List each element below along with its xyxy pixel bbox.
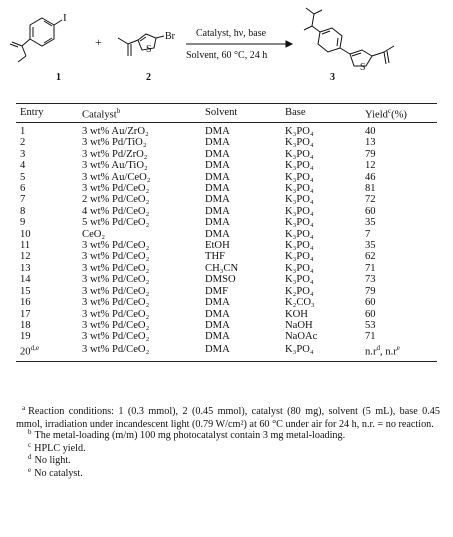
header-yield-text: Yield — [365, 109, 388, 121]
cell-yield-text: 60 — [365, 308, 376, 320]
cell-entry-text: 10 — [20, 228, 31, 240]
cell-entry-text: 14 — [20, 274, 31, 286]
table-row — [16, 123, 437, 138]
cell-catalyst — [82, 217, 205, 228]
cell-yield — [365, 206, 437, 217]
table-row — [16, 286, 437, 297]
cell-entry — [16, 309, 82, 320]
cell-catalyst — [82, 172, 205, 183]
cell-solvent — [205, 172, 285, 183]
cell-solvent — [205, 123, 285, 138]
reaction-scheme — [0, 0, 453, 100]
cell-yield-text: 46 — [365, 171, 376, 183]
cell-base — [285, 206, 365, 217]
cell-yield-text: 62 — [365, 251, 376, 263]
cell-entry — [16, 274, 82, 285]
footnote-c — [16, 440, 440, 456]
cell-catalyst — [82, 194, 205, 205]
cell-entry-text: 6 — [20, 183, 26, 195]
cell-yield-text: 7 — [365, 228, 371, 240]
cell-catalyst — [82, 240, 205, 251]
cell-yield — [365, 286, 437, 297]
cell-catalyst — [82, 206, 205, 217]
footnote-a — [16, 406, 440, 430]
cell-catalyst-text: 3 wt% Au/CeO₂ — [82, 171, 151, 183]
cell-entry-text: 15 — [20, 285, 31, 297]
cell-catalyst-text: 5 wt% Pd/CeO₂ — [82, 217, 150, 229]
cell-solvent — [205, 251, 285, 262]
cell-entry — [16, 149, 82, 160]
cell-base-text: NaOAc — [285, 331, 318, 343]
cell-base-text: K₃PO₄ — [285, 228, 314, 240]
cell-yield-text: 79 — [365, 148, 376, 160]
cell-yield — [365, 183, 437, 194]
cell-catalyst — [82, 123, 205, 138]
reagents-bottom: Solvent, 60 °C, 24 h — [186, 50, 268, 61]
cell-yield — [365, 320, 437, 331]
cell-solvent — [205, 331, 285, 342]
cell-entry-text: 19 — [20, 331, 31, 343]
footnote-d-mark: d — [28, 453, 32, 462]
cell-entry-text: 18 — [20, 319, 31, 331]
cell-yield-text: 60 — [365, 205, 376, 217]
cell-entry — [16, 251, 82, 262]
header-base — [285, 104, 365, 123]
cell-base — [285, 137, 365, 148]
cell-yield-text: 35 — [365, 240, 376, 252]
header-yield-unit: (%) — [391, 109, 407, 121]
header-solvent — [205, 104, 285, 123]
cell-base — [285, 172, 365, 183]
cell-solvent — [205, 309, 285, 320]
cell-base — [285, 251, 365, 262]
cell-yield — [365, 217, 437, 228]
cell-catalyst — [82, 274, 205, 285]
cell-solvent-text: CH₃CN — [205, 262, 239, 274]
table-row — [16, 263, 437, 274]
table-row — [16, 206, 437, 217]
cell-catalyst — [82, 229, 205, 240]
cell-yield — [365, 343, 437, 361]
table-row — [16, 320, 437, 331]
table-row — [16, 160, 437, 171]
cell-solvent-text: DMA — [205, 171, 230, 183]
cell-yield-text: n.r — [365, 346, 377, 358]
cell-base-text: K₃PO₄ — [285, 205, 314, 217]
cell-catalyst-text: 3 wt% Pd/TiO₂ — [82, 137, 147, 149]
cell-catalyst — [82, 183, 205, 194]
cell-catalyst-text: 3 wt% Pd/CeO₂ — [82, 240, 150, 252]
cell-base-text: K₃PO₄ — [285, 171, 314, 183]
cell-catalyst-text: 3 wt% Pd/CeO₂ — [82, 251, 150, 263]
cell-solvent-text: DMA — [205, 160, 230, 172]
footnote-e-text: No catalyst. — [34, 467, 83, 479]
cell-yield — [365, 274, 437, 285]
cell-catalyst — [82, 137, 205, 148]
cell-solvent — [205, 183, 285, 194]
table-row — [16, 172, 437, 183]
cell-yield-text: 40 — [365, 126, 376, 137]
cell-yield-text: 79 — [365, 285, 376, 297]
cell-base — [285, 297, 365, 308]
cell-entry — [16, 286, 82, 297]
footnote-b — [16, 430, 440, 443]
header-entry — [16, 104, 82, 123]
cell-solvent-text: DMA — [205, 194, 230, 206]
cell-yield — [365, 194, 437, 205]
cell-base — [285, 274, 365, 285]
cell-entry-text: 7 — [20, 194, 26, 206]
cell-base-text: K₃PO₄ — [285, 126, 314, 137]
cell-base — [285, 149, 365, 160]
cell-solvent-text: DMA — [205, 126, 230, 137]
cell-entry-text: 16 — [20, 297, 31, 309]
table-row — [16, 149, 437, 160]
table-row — [16, 229, 437, 240]
results-table-container — [16, 103, 437, 362]
cell-catalyst-text: 4 wt% Pd/CeO₂ — [82, 205, 150, 217]
cell-solvent-text: DMA — [205, 319, 230, 331]
cell-yield-mark: e — [396, 343, 400, 352]
cell-solvent-text: DMA — [205, 331, 230, 343]
header-yield-mark: c — [387, 106, 392, 115]
cell-catalyst-text: 3 wt% Pd/CeO₂ — [82, 297, 150, 309]
cell-entry-text: 8 — [20, 205, 26, 217]
cell-yield-text: 71 — [365, 262, 376, 274]
plus-sign: + — [95, 35, 102, 49]
cell-entry — [16, 240, 82, 251]
compound-2-label: 2 — [146, 72, 151, 83]
cell-catalyst-text: 2 wt% Pd/CeO₂ — [82, 194, 150, 206]
table-row — [16, 297, 437, 308]
cell-entry — [16, 320, 82, 331]
cell-entry — [16, 137, 82, 148]
cell-solvent-text: DMA — [205, 148, 230, 160]
cell-catalyst-text: 3 wt% Pd/CeO₂ — [82, 319, 150, 331]
cell-entry-text: 3 — [20, 148, 26, 160]
cell-catalyst — [82, 320, 205, 331]
cell-yield — [365, 251, 437, 262]
footnote-e-mark: e — [28, 465, 32, 474]
sulfur-label-3: S — [360, 62, 366, 73]
footnote-a-text: Reaction conditions: 1 (0.3 mmol), 2 (0.45 mmol), catalyst (80 mg), solvent (5 mL), base 0.45 mmol, irradiation under incandescent light (0.79 W/cm²) at 60 °C under air for 24 h, n.r. = no reaction. — [16, 406, 440, 430]
table-body — [16, 123, 437, 362]
cell-catalyst-text: 3 wt% Pd/CeO₂ — [82, 344, 150, 356]
cell-catalyst-text: 3 wt% Pd/CeO₂ — [82, 331, 150, 343]
cell-yield-text: n.r — [385, 346, 397, 358]
cell-base — [285, 183, 365, 194]
cell-base-text: NaOH — [285, 319, 313, 331]
table-row — [16, 194, 437, 205]
cell-yield-mark: d — [376, 343, 380, 352]
cell-entry-text: 2 — [20, 137, 26, 149]
cell-solvent — [205, 149, 285, 160]
cell-entry — [16, 183, 82, 194]
cell-yield-text: 72 — [365, 194, 376, 206]
cell-entry-text: 17 — [20, 308, 31, 320]
cell-base-text: K₂CO₃ — [285, 297, 315, 309]
cell-base — [285, 309, 365, 320]
cell-entry — [16, 263, 82, 274]
cell-catalyst-text: 3 wt% Pd/CeO₂ — [82, 285, 150, 297]
cell-base-text: K₃PO₄ — [285, 183, 314, 195]
cell-yield-text: 12 — [365, 160, 376, 172]
cell-entry — [16, 172, 82, 183]
cell-base-text: K₃PO₄ — [285, 194, 314, 206]
cell-base-text: K₃PO₄ — [285, 137, 314, 149]
table-row — [16, 183, 437, 194]
cell-entry-text: 9 — [20, 217, 26, 229]
cell-base — [285, 194, 365, 205]
compound-2-structure — [118, 34, 164, 56]
cell-solvent-text: DMA — [205, 217, 230, 229]
cell-solvent — [205, 206, 285, 217]
bromine-label: Br — [165, 31, 175, 42]
header-yield — [365, 104, 437, 123]
cell-solvent-text: THF — [205, 251, 226, 263]
cell-catalyst-text: 3 wt% Pd/CeO₂ — [82, 274, 150, 286]
cell-entry-text: 20 — [20, 346, 31, 358]
cell-catalyst-text: 3 wt% Pd/CeO₂ — [82, 308, 150, 320]
cell-solvent-text: DMA — [205, 344, 230, 356]
cell-base — [285, 343, 365, 361]
cell-entry — [16, 123, 82, 138]
cell-yield — [365, 137, 437, 148]
table-row — [16, 274, 437, 285]
cell-solvent — [205, 217, 285, 228]
cell-yield — [365, 172, 437, 183]
footnote-d-text: No light. — [34, 455, 71, 467]
cell-yield-text: 60 — [365, 297, 376, 309]
cell-entry — [16, 343, 82, 361]
footnote-a-mark: a — [22, 404, 26, 412]
cell-solvent — [205, 263, 285, 274]
cell-entry — [16, 229, 82, 240]
cell-catalyst — [82, 160, 205, 171]
cell-catalyst-text: 3 wt% Pd/CeO₂ — [82, 262, 150, 274]
footnotes — [16, 406, 440, 481]
cell-base-text: K₃PO₄ — [285, 274, 314, 286]
compound-1-label: 1 — [56, 72, 61, 83]
cell-catalyst — [82, 251, 205, 262]
cell-entry-text: 1 — [20, 126, 26, 137]
cell-solvent — [205, 160, 285, 171]
cell-solvent-text: DMA — [205, 183, 230, 195]
cell-base — [285, 123, 365, 138]
cell-yield — [365, 229, 437, 240]
table-row — [16, 309, 437, 320]
cell-catalyst-text: CeO₂ — [82, 228, 106, 240]
cell-yield — [365, 240, 437, 251]
cell-solvent — [205, 320, 285, 331]
cell-solvent — [205, 343, 285, 361]
cell-entry — [16, 206, 82, 217]
header-catalyst-mark: b — [116, 106, 121, 115]
cell-base-text: K₃PO₄ — [285, 160, 314, 172]
cell-entry-text: 11 — [20, 240, 31, 252]
cell-entry — [16, 160, 82, 171]
cell-base — [285, 240, 365, 251]
cell-solvent — [205, 297, 285, 308]
cell-entry-text: 13 — [20, 262, 31, 274]
cell-catalyst — [82, 263, 205, 274]
footnote-b-text: The metal-loading (m/m) 100 mg photocatalyst contain 3 mg metal-loading. — [34, 430, 346, 442]
cell-yield-text: 35 — [365, 217, 376, 229]
cell-base-text: K₃PO₄ — [285, 240, 314, 252]
cell-base-text: KOH — [285, 308, 308, 320]
footnote-c-text: HPLC yield. — [34, 442, 86, 454]
cell-base — [285, 263, 365, 274]
cell-yield-text: 13 — [365, 137, 376, 149]
cell-entry — [16, 331, 82, 342]
cell-solvent — [205, 286, 285, 297]
cell-yield — [365, 160, 437, 171]
cell-yield — [365, 123, 437, 138]
cell-solvent-text: DMF — [205, 285, 228, 297]
cell-solvent-text: DMA — [205, 308, 230, 320]
cell-yield — [365, 309, 437, 320]
sulfur-label-2: S — [146, 44, 152, 55]
cell-solvent-text: DMA — [205, 297, 230, 309]
cell-entry — [16, 217, 82, 228]
footnote-e — [16, 465, 440, 481]
cell-catalyst-text: 3 wt% Pd/CeO₂ — [82, 183, 150, 195]
cell-base — [285, 217, 365, 228]
cell-base — [285, 229, 365, 240]
table-row — [16, 343, 437, 361]
cell-catalyst — [82, 331, 205, 342]
header-catalyst — [82, 104, 205, 123]
cell-solvent — [205, 229, 285, 240]
cell-solvent-text: EtOH — [205, 240, 230, 252]
table-header-row — [16, 104, 437, 123]
cell-base-text: K₂PO₄ — [285, 285, 314, 297]
header-catalyst-text: Catalyst — [82, 109, 117, 121]
cell-base-text: K₃PO₄ — [285, 217, 314, 229]
footnote-c-mark: c — [28, 440, 32, 449]
table-row — [16, 331, 437, 342]
header-base-text: Base — [285, 107, 306, 119]
cell-catalyst-text: 3 wt% Pd/ZrO₂ — [82, 148, 148, 160]
table-row — [16, 240, 437, 251]
header-entry-text: Entry — [20, 107, 44, 119]
cell-catalyst — [82, 343, 205, 361]
cell-yield — [365, 331, 437, 342]
table-row — [16, 137, 437, 148]
results-table — [16, 103, 437, 362]
cell-solvent-text: DMA — [205, 205, 230, 217]
compound-3-label: 3 — [330, 72, 335, 83]
compound-3-structure — [304, 8, 394, 66]
cell-base — [285, 160, 365, 171]
header-solvent-text: Solvent — [205, 107, 238, 119]
cell-entry-text: 12 — [20, 251, 31, 263]
cell-entry-text: 5 — [20, 171, 26, 183]
cell-entry — [16, 194, 82, 205]
cell-base — [285, 320, 365, 331]
cell-solvent-text: DMSO — [205, 274, 236, 286]
cell-solvent — [205, 240, 285, 251]
cell-base — [285, 286, 365, 297]
cell-yield — [365, 149, 437, 160]
cell-yield-text: 71 — [365, 331, 376, 343]
reagents-top: Catalyst, hν, base — [196, 28, 267, 39]
cell-solvent-text: DMA — [205, 228, 230, 240]
cell-base-text: K₃PO₄ — [285, 344, 314, 356]
cell-yield — [365, 263, 437, 274]
table-row — [16, 251, 437, 262]
footnote-b-mark: b — [28, 428, 32, 437]
cell-solvent — [205, 137, 285, 148]
table-row — [16, 217, 437, 228]
cell-catalyst — [82, 297, 205, 308]
cell-base-text: K₃PO₄ — [285, 251, 314, 263]
cell-yield-text: 53 — [365, 319, 376, 331]
cell-yield — [365, 297, 437, 308]
iodine-label: I — [63, 12, 67, 24]
cell-entry — [16, 297, 82, 308]
cell-catalyst — [82, 149, 205, 160]
footnote-d — [16, 455, 440, 468]
cell-catalyst — [82, 286, 205, 297]
cell-base-text: K₃PO₄ — [285, 148, 314, 160]
cell-solvent-text: DMA — [205, 137, 230, 149]
cell-solvent — [205, 194, 285, 205]
cell-yield-text: 81 — [365, 183, 376, 195]
cell-yield-text: , — [379, 346, 386, 358]
cell-catalyst-text: 3 wt% Au/ZrO₂ — [82, 126, 149, 137]
cell-entry-text: 4 — [20, 160, 26, 172]
cell-entry-mark: d,e — [30, 343, 39, 352]
cell-catalyst-text: 3 wt% Au/TiO₂ — [82, 160, 148, 172]
compound-1-structure — [10, 18, 62, 62]
reaction-arrow — [186, 41, 292, 47]
cell-solvent — [205, 274, 285, 285]
cell-yield-text: 73 — [365, 274, 376, 286]
cell-base-text: K₃PO₄ — [285, 262, 314, 274]
cell-base — [285, 331, 365, 342]
cell-catalyst — [82, 309, 205, 320]
